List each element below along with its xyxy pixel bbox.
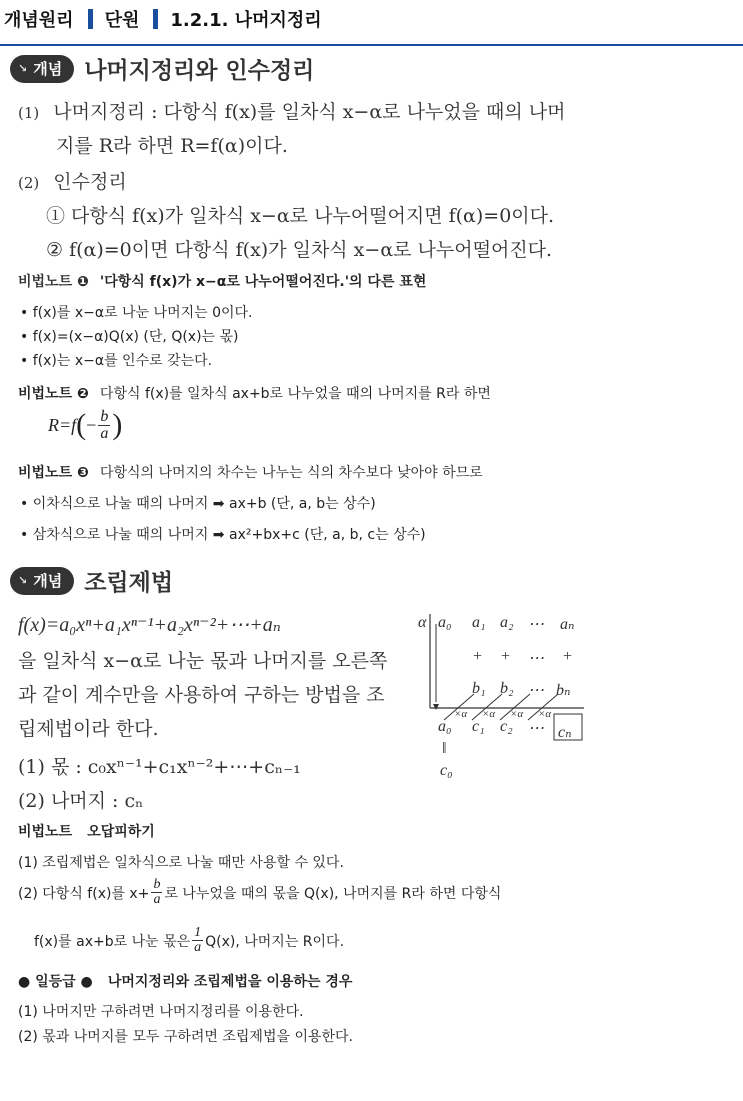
description-line: 을 일차식 x−α로 나눈 몫과 나머지를 오른쪽 (18, 650, 388, 672)
chevron-icon: ↘ (18, 574, 28, 587)
note-title: 비법노트 ❷ (18, 386, 89, 402)
remainder-formula: R=f ( − $\frac{b}{a}$ ) (48, 407, 123, 442)
note-subtitle: 오답피하기 (87, 824, 155, 840)
theorem-line: 나머지정리 : 다항식 f(x)를 일차식 x−α로 나누었을 때의 나머 (53, 101, 566, 123)
note-text: 다항식의 나머지의 차수는 나누는 식의 차수보다 낮아야 하므로 (99, 465, 483, 481)
section-title: 나머지정리와 인수정리 (84, 58, 315, 84)
description-line: 립제법이라 한다. (18, 718, 159, 740)
page-title: 1.2.1. 나머지정리 (170, 10, 322, 31)
tip-item: (2) 몫과 나머지를 모두 구하려면 조립제법을 이용한다. (18, 1029, 353, 1045)
list-item: • f(x)를 x−α로 나눈 나머지는 0이다. (20, 302, 253, 322)
quotient-line: (1) 몫 : c₀xⁿ⁻¹+c₁xⁿ⁻²+⋯+cₙ₋₁ (18, 756, 301, 778)
list-item: • 이차식으로 나눌 때의 나머지 ➡ ax+b (단, a, b는 상수) (20, 493, 376, 513)
concept-badge: ↘ 개념 (10, 567, 74, 595)
polynomial-formula: f(x)=a₀xⁿ+a₁xⁿ⁻¹+a₂xⁿ⁻²+⋯+aₙ (18, 614, 281, 636)
tip-mark: ● 일등급 ● (18, 974, 93, 990)
factor-theorem-1: ① 다항식 f(x)가 일차식 x−α로 나누어떨어지면 f(α)=0이다. (46, 205, 555, 227)
factor-theorem-2: ② f(α)=0이면 다항식 f(x)가 일차식 x−α로 나누어떨어진다. (46, 239, 553, 261)
section-title: 조립제법 (84, 570, 174, 596)
chevron-icon: ↘ (18, 62, 28, 75)
note-item: f(x)를 ax+b로 나눈 몫은 $\frac{1}{a}$ Q(x), 나머지는 R이다. (34, 925, 345, 955)
note-item: (1) 조립제법은 일차식으로 나눌 때만 사용할 수 있다. (18, 855, 344, 871)
note-item: (2) 다항식 f(x)를 x+ $\frac{b}{a}$ 로 나누었을 때의 몫을 Q(x), 나머지를 R라 하면 다항식 (18, 877, 502, 907)
list-item: • 삼차식으로 나눌 때의 나머지 ➡ ax²+bx+c (단, a, b, c는 상수) (20, 524, 426, 544)
section1-heading (10, 52, 314, 85)
header-divider (0, 44, 743, 46)
breadcrumb-separator (153, 9, 158, 29)
item-number: (2) (18, 174, 40, 192)
theorem-line: 지를 R라 하면 R=f(α)이다. (56, 135, 288, 157)
breadcrumb-part-2: 단원 (104, 10, 140, 31)
remainder-line: (2) 나머지 : cₙ (18, 790, 144, 812)
note-text: 다항식 f(x)를 일차식 ax+b로 나누었을 때의 나머지를 R라 하면 (99, 386, 491, 402)
list-item: • f(x)=(x−α)Q(x) (단, Q(x)는 몫) (20, 326, 239, 346)
breadcrumb-part-1: 개념원리 (4, 10, 74, 31)
note-title: 비법노트 (18, 824, 73, 840)
section2-heading (10, 564, 173, 597)
note-text: '다항식 f(x)가 x−α로 나누어떨어진다.'의 다른 표현 (99, 274, 427, 290)
breadcrumb (4, 6, 322, 32)
concept-badge: ↘ 개념 (10, 55, 74, 83)
note-title: 비법노트 ❶ (18, 274, 89, 290)
description-line: 과 같이 계수만을 사용하여 구하는 방법을 조 (18, 684, 385, 706)
item-number: (1) (18, 104, 40, 122)
tip-title: 나머지정리와 조립제법을 이용하는 경우 (107, 974, 353, 990)
note-title: 비법노트 ❸ (18, 465, 89, 481)
tip-item: (1) 나머지만 구하려면 나머지정리를 이용한다. (18, 1004, 304, 1020)
synthetic-division-diagram: α a₀ a₁ a₂ ⋯ aₙ + + ⋯ + b₁ b₂ ⋯ bₙ ×α ×α ×α ×α a₀ c₁ c₂ ⋯ cₙ ‖ c₀ (418, 612, 588, 792)
list-item: • f(x)는 x−α를 인수로 갖는다. (20, 350, 212, 370)
subsection-title: 인수정리 (53, 171, 127, 193)
breadcrumb-separator (88, 9, 93, 29)
